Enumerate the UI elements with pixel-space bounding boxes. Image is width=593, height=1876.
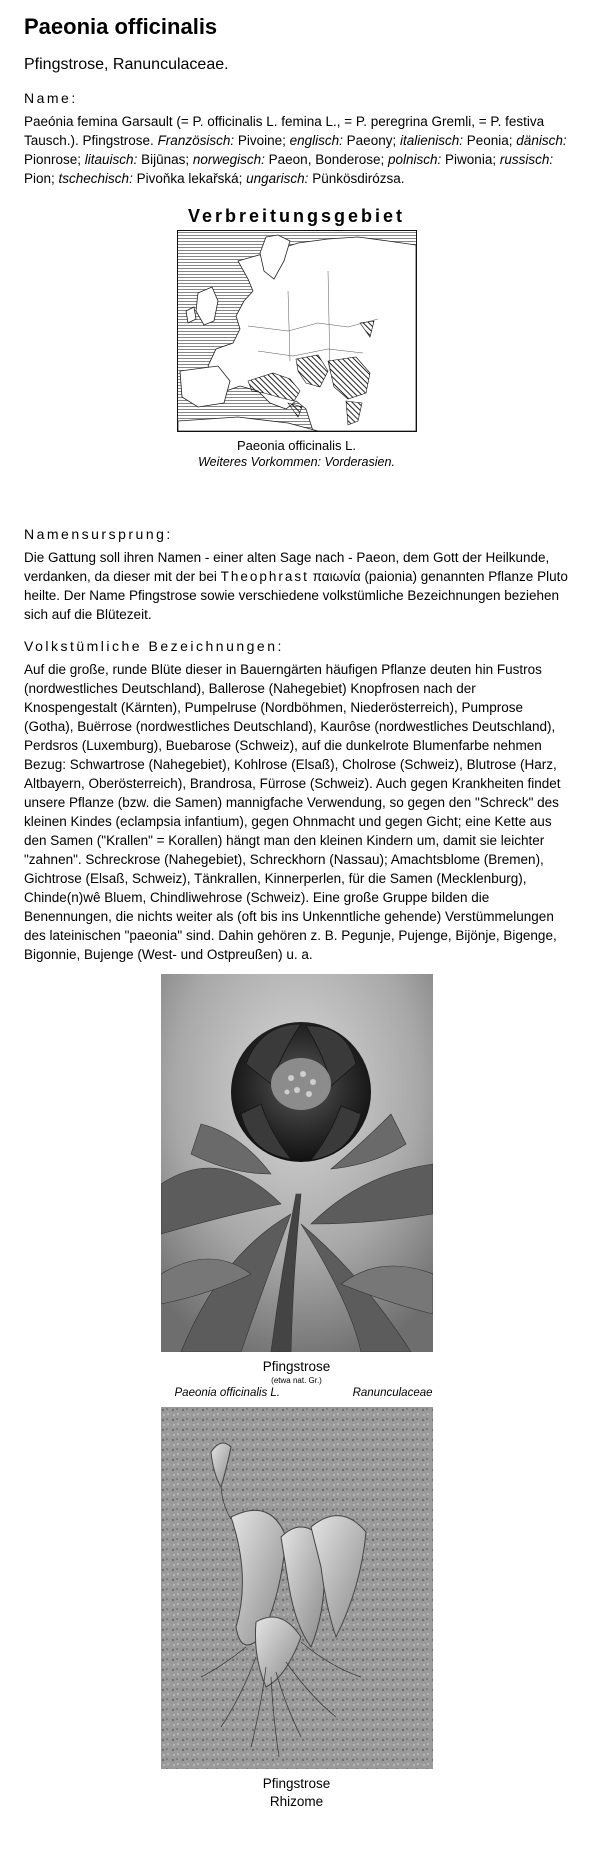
- lang-label-fr: Französisch:: [157, 133, 235, 148]
- lang-value-ru: Pion;: [24, 171, 59, 186]
- figure-flower-caption-family: Ranunculaceae: [352, 1387, 433, 1399]
- lang-value-it: Peonia;: [463, 133, 517, 148]
- folk-names-paragraph: Auf die große, runde Blüte dieser in Bauerngärten häufigen Pflanze deuten hin Fustros (nordwestliches Deutschland), Ballerose (Nahegebiet) Knopfrosen nach der Knospengestalt (Kärnten), Pumpelruse (Nordböhmen, Niederösterreich), Pumprose (Gotha), Buërrose (nordwestliches Deutschland), Kaurôse (nordwestliches Deutschland), Perdsros (Luxemburg), Buebarose (Schweiz), auf die dunkelrote Blumenfarbe nehmen Bezug: Schwartrose (Nahegebiet), Kohlrose (Elsaß), Cholrose (Schweiz), Blutrose (Harz, Altbayern, Oberösterreich), Brandrosa, Fürrose (Schweiz). Auch gegen Krankheiten findet unsere Pflanze (bzw. die Samen) mannigfache Verwendung, so gegen den "Schreck" des kleinen Kindes (eclampsia infantium), gegen Ohnmacht und gegen Gicht; eine Kette aus den Samen ("Krallen" = Korallen) hängt man den kleinen Kindern um, damit sie leichter "zahnen". Schreckrose (Nahegebiet), Schreckhorn (Nassau); Amachtsblome (Bremen), Gichtrose (Elsaß, Schweiz), Tänkrallen, Kinnerperlen, für die Samen (Mecklenburg), Chinde(n)wê Bluem, Chindliwehrose (Schweiz). Eine große Gruppe bilden die Benennungen, die nichts weiter als (oft bis ins Unkenntliche gehende) Verstümmelungen des lateinischen "paeonia" sind. Dahin gehören z. B. Pegunje, Pujenge, Bijönje, Bigenge, Bigonnie, Bujenge (West- und Ostpreußen) u. a.: [24, 662, 561, 962]
- origin-text-after: (paionia) genannten Pflanze Pluto heilte. Der Name Pfingstrose sowie verschiedene volkstümliche Bezeichnungen beziehen sich auf die Blütezeit.: [24, 569, 568, 622]
- lang-label-it: italienisch:: [399, 133, 463, 148]
- lang-label-en: englisch:: [289, 133, 343, 148]
- lang-label-cs: tschechisch:: [58, 171, 133, 186]
- figure-rhizome-caption2: Rhizome: [269, 1794, 324, 1809]
- peony-flower-photo: [161, 974, 433, 1352]
- origin-text-before: Die Gattung soll ihren Namen - einer alten Sage nach - Paeon, dem Gott der Heilkunde, verdanken, da dieser mit der bei: [24, 550, 550, 584]
- lang-value-pl: Piwonia;: [441, 152, 500, 167]
- lang-value-hu: Pünkösdirózsa.: [308, 171, 405, 186]
- origin-greek: παιωνία: [308, 569, 361, 584]
- europe-map-image: [178, 231, 416, 431]
- distribution-block: [24, 204, 569, 470]
- name-latin-text: Paeónia femina Garsault (= P. officinalis L. femina L., = P. peregrina Gremli, = P. festiva Tausch.). Pfingstrose.: [24, 114, 545, 148]
- lang-label-da: dänisch:: [516, 133, 567, 148]
- lang-label-pl: polnisch:: [388, 152, 442, 167]
- peony-rhizome-photo: [161, 1407, 433, 1769]
- figure-flower-caption-latin: Paeonia officinalis L.: [174, 1387, 280, 1399]
- folk-names-heading: Volkstümliche Bezeichnungen:: [24, 638, 284, 654]
- page-subtitle: Pfingstrose, Ranunculaceae.: [24, 56, 229, 73]
- figure-rhizome: [24, 1407, 569, 1811]
- origin-paragraph: [24, 548, 569, 624]
- page-title: Paeonia officinalis: [24, 14, 218, 39]
- lang-label-lt: litauisch:: [84, 152, 138, 167]
- distribution-caption: Paeonia officinalis L.: [236, 438, 356, 453]
- name-paragraph: [24, 112, 569, 188]
- lang-value-da: Pionrose;: [24, 152, 85, 167]
- distribution-map: [177, 230, 417, 432]
- origin-heading: Namensursprung:: [24, 526, 173, 542]
- lang-value-cs: Pivoňka lekařská;: [132, 171, 247, 186]
- figure-flower-caption: Pfingstrose: [262, 1359, 331, 1374]
- lang-value-fr: Pivoine;: [234, 133, 290, 148]
- lang-label-ru: russisch:: [499, 152, 554, 167]
- figure-flower: [24, 974, 569, 1401]
- figure-flower-caption-small: (etwa nat. Gr.): [271, 1376, 322, 1385]
- lang-value-lt: Bijūnas;: [137, 152, 193, 167]
- figure-rhizome-caption: Pfingstrose: [262, 1776, 331, 1791]
- figure-flower-caption-row: [161, 1386, 433, 1401]
- lang-value-en: Paeony;: [342, 133, 400, 148]
- distribution-caption-sub: Weiteres Vorkommen: Vorderasien.: [198, 455, 395, 469]
- lang-label-no: norwegisch:: [192, 152, 265, 167]
- distribution-heading: Verbreitungsgebiet: [187, 206, 406, 226]
- name-heading: Name:: [24, 90, 78, 106]
- lang-label-hu: ungarisch:: [246, 171, 309, 186]
- origin-theophrast: Theophrast: [220, 569, 309, 584]
- lang-value-no: Paeon, Bonderose;: [264, 152, 388, 167]
